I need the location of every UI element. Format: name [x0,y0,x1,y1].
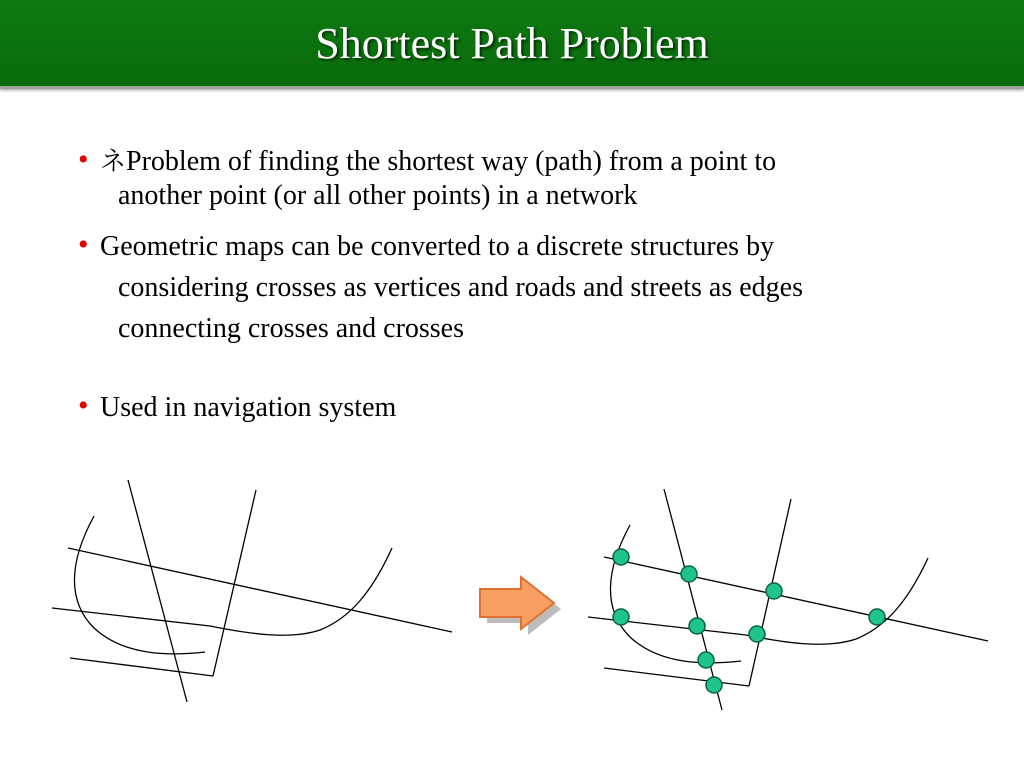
vertex [681,566,697,582]
edge [610,525,741,663]
edge [604,557,988,641]
bullet-prefix-glyph: ネ [100,147,127,177]
vertex [698,652,714,668]
bullet-dot: • [78,143,89,176]
vertex [613,609,629,625]
road [213,490,256,676]
bullet-line: another point (or all other points) in a network [118,180,638,211]
vertex [869,609,885,625]
bullet-dot: • [78,228,89,261]
bullet-line: connecting crosses and crosses [118,313,465,344]
bullet-line: considering crosses as vertices and roads and streets as edges [118,272,804,303]
bullet-line: Geometric maps can be converted to a discrete structures by [100,231,775,262]
vertex [766,583,782,599]
vertex [706,677,722,693]
slide-title: Shortest Path Problem [315,19,709,68]
graph [588,489,988,710]
road-map [52,480,452,702]
bullet-dot: • [78,389,89,422]
vertex [613,549,629,565]
road [74,516,205,654]
bullet-line: Problem of finding the shortest way (path) from a point to [126,146,777,177]
vertex [749,626,765,642]
right-arrow-icon [480,577,561,635]
road [52,548,392,635]
vertex [689,618,705,634]
road [70,658,213,676]
bullet-line: Used in navigation system [100,392,397,423]
edge [604,668,749,686]
road [68,548,452,632]
graph-vertices [613,549,885,693]
